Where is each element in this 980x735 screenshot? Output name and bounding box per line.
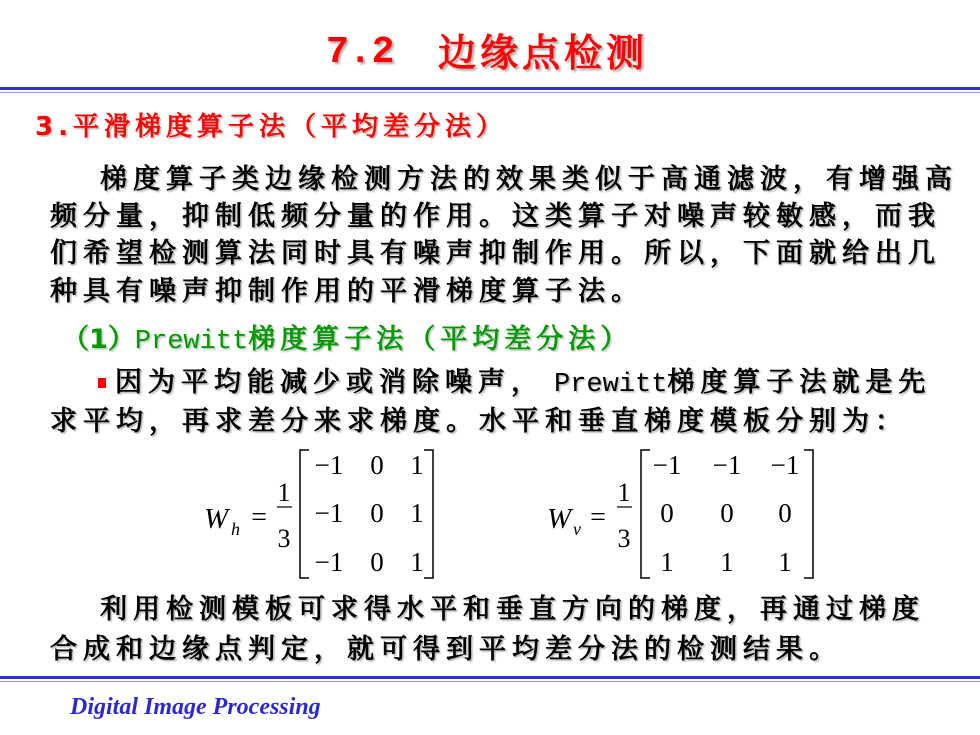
- left-bracket: [300, 450, 309, 578]
- matrix-entry: −1: [770, 450, 800, 480]
- subsection-method: Prewitt: [134, 327, 249, 357]
- matrix-entry: 1: [660, 547, 674, 577]
- conclusion-line: 利用检测模板可求得水平和垂直方向的梯度，再通过梯度: [100, 594, 925, 625]
- matrix-entry: −1: [314, 547, 344, 577]
- matrix-entry: 1: [778, 547, 792, 577]
- matrix-entry: 0: [720, 498, 734, 528]
- matrix-entry: −1: [652, 450, 682, 480]
- equation-subscript: h: [231, 519, 240, 539]
- description-method: Prewitt: [554, 370, 668, 400]
- bullet-square-icon: [98, 378, 106, 388]
- matrix-entry: 1: [410, 450, 424, 480]
- equation-symbol: W: [204, 503, 229, 535]
- matrix-entry: 1: [720, 547, 734, 577]
- scale-numerator: 1: [277, 478, 291, 507]
- right-bracket: [804, 450, 813, 578]
- bottom-divider: [0, 676, 980, 679]
- intro-line: 们希望检测算法同时具有噪声抑制作用。所以，下面就给出几: [50, 238, 941, 269]
- left-bracket: [641, 450, 650, 578]
- matrix-entry: 0: [778, 498, 792, 528]
- intro-line: 频分量，抑制低频分量的作用。这类算子对噪声较敏感，而我: [50, 201, 941, 232]
- right-bracket: [424, 450, 433, 578]
- equals-sign: =: [251, 502, 267, 533]
- top-divider-thin: [0, 92, 980, 93]
- scale-denominator: 3: [617, 524, 631, 553]
- description-line: [115, 366, 931, 402]
- description-text: 梯度算子法就是先: [667, 367, 932, 398]
- scale-denominator: 3: [277, 524, 291, 553]
- matrix-entry: −1: [712, 450, 742, 480]
- top-divider: [0, 87, 980, 90]
- intro-line: 种具有噪声抑制作用的平滑梯度算子法。: [50, 276, 644, 307]
- intro-line: 梯度算子类边缘检测方法的效果类似于高通滤波，有增强高: [100, 164, 958, 195]
- matrix-entry: −1: [314, 498, 344, 528]
- bottom-divider-thin: [0, 681, 980, 682]
- equals-sign: =: [590, 502, 606, 533]
- matrix-entry: 1: [410, 498, 424, 528]
- matrix-entry: 0: [370, 498, 384, 528]
- description-line: 求平均，再求差分来求梯度。水平和垂直梯度模板分别为：: [50, 406, 908, 437]
- vertical-template-equation: [547, 450, 813, 578]
- slide-title: 边缘点检测: [438, 31, 649, 75]
- description-text: 因为平均能减少或消除噪声，: [115, 367, 544, 398]
- prewitt-templates: [0, 440, 980, 590]
- matrix-entry: 0: [370, 450, 384, 480]
- subsection-title: 梯度算子法（平均差分法）: [248, 324, 633, 355]
- subsection-heading: [62, 323, 632, 359]
- scale-numerator: 1: [617, 478, 631, 507]
- equation-subscript: v: [573, 519, 581, 539]
- matrix-entry: 0: [660, 498, 674, 528]
- subsection-number: （1）: [62, 324, 135, 355]
- footer-course-name: Digital Image Processing: [70, 694, 321, 720]
- slide-title-number: 7.2: [326, 31, 395, 74]
- equation-symbol: W: [547, 503, 572, 535]
- matrix-entry: 1: [410, 547, 424, 577]
- conclusion-line: 合成和边缘点判定，就可得到平均差分法的检测结果。: [50, 634, 842, 665]
- matrix-entry: 0: [370, 547, 384, 577]
- matrix-entry: −1: [314, 450, 344, 480]
- horizontal-template-equation: [204, 450, 433, 578]
- section-heading: 3.平滑梯度算子法（平均差分法）: [35, 112, 507, 142]
